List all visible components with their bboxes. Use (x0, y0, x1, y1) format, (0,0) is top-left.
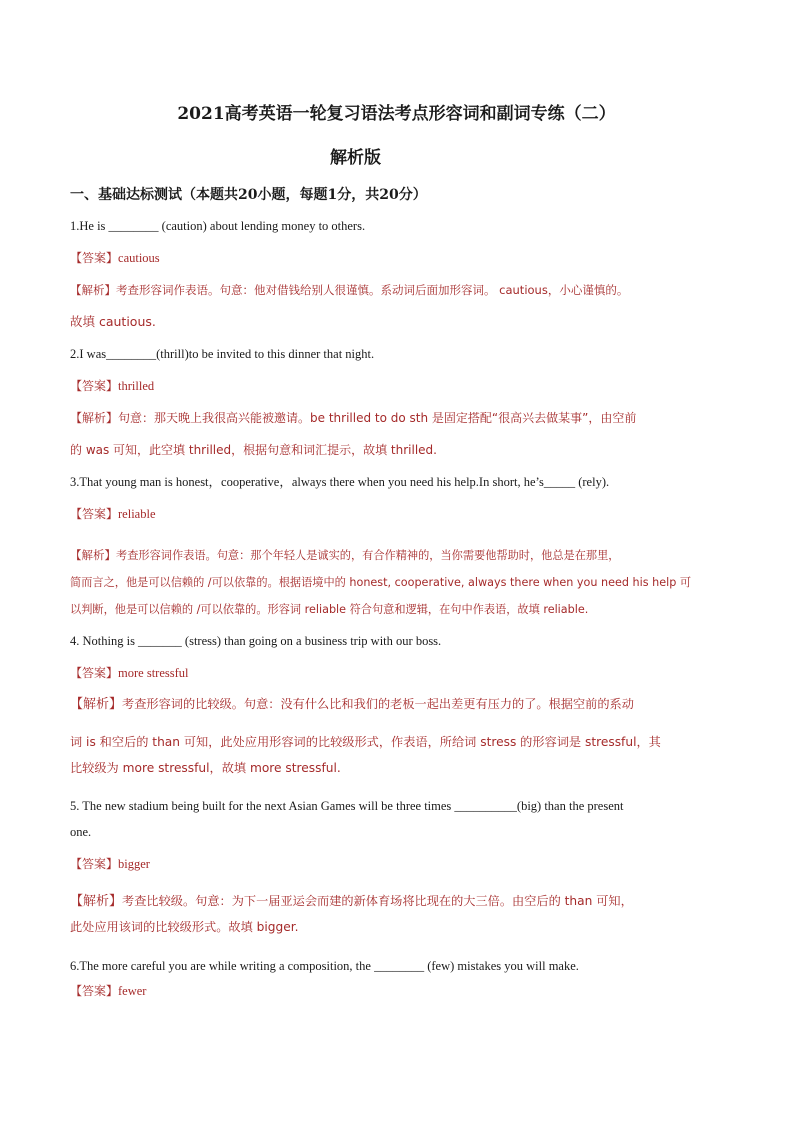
answer-text: more stressful (118, 666, 189, 680)
answer-4 (70, 664, 189, 682)
answer-label: 【答案】 (70, 984, 119, 998)
explanation-label: 【解析】 (70, 697, 123, 712)
explanation-4-cont-1: 词 is 和空后的 than 可知，此处应用形容词的比较级形式，作表语，所给词 stress 的形容词是 stressful，其 (70, 735, 661, 749)
explanation-label: 【解析】 (70, 411, 119, 425)
answer-text: bigger (118, 857, 150, 871)
answer-text: reliable (118, 507, 156, 521)
explanation-3-cont-1: 简而言之，他是可以信赖的 /可以依靠的。根据语境中的 honest, cooperative, always there when you need his help 可 (70, 576, 692, 589)
answer-text: fewer (118, 984, 147, 998)
question-3: 3.That young man is honest，cooperative，always there when you need his help.In short, he’s_____ (rely). (70, 475, 610, 489)
answer-label: 【答案】 (70, 251, 119, 265)
question-4: 4. Nothing is _______ (stress) than going on a business trip with our boss. (70, 634, 442, 648)
explanation-5 (70, 892, 633, 911)
explanation-4-cont-2: 比较级为 more stressful，故填 more stressful. (70, 761, 341, 775)
explanation-text: 考查形容词作表语。句意：他对借钱给别人很谨慎。系动词后面加形容词。 cautious，小心谨慎的。 (116, 283, 629, 297)
answer-5 (70, 855, 150, 873)
question-6: 6.The more careful you are while writing a composition, the ________ (few) mistakes you will make. (70, 959, 579, 973)
explanation-text: 句意：那天晚上我很高兴能被邀请。be thrilled to do sth 是固定搭配“很高兴去做某事”，由空前 (118, 411, 637, 425)
explanation-2 (70, 409, 636, 427)
explanation-1-cont: 故填 cautious. (70, 314, 156, 329)
answer-text: thrilled (118, 379, 155, 393)
answer-3 (70, 505, 156, 523)
answer-6 (70, 982, 146, 1000)
explanation-text: 考查形容词的比较级。句意：没有什么比和我们的老板一起出差更有压力的了。根据空前的系动 (122, 697, 634, 711)
explanation-label: 【解析】 (70, 283, 116, 297)
answer-1 (70, 249, 160, 267)
section-heading: 一、基础达标测试（本题共20小题，每题1分，共20分） (70, 187, 427, 203)
answer-label: 【答案】 (70, 857, 119, 871)
explanation-3-cont-2: 以判断，他是可以信赖的 /可以依靠的。形容词 reliable 符合句意和逻辑，在句中作表语，故填 reliable. (70, 603, 589, 616)
answer-label: 【答案】 (70, 379, 119, 393)
page-subtitle: 解析版 (330, 148, 381, 168)
page-title: 2021高考英语一轮复习语法考点形容词和副词专练（二） (177, 104, 616, 124)
answer-2 (70, 377, 154, 395)
explanation-label: 【解析】 (70, 894, 123, 909)
explanation-3 (70, 546, 619, 565)
explanation-4 (70, 695, 634, 714)
explanation-5-cont: 此处应用该词的比较级形式。故填 bigger. (70, 920, 299, 934)
question-5: 5. The new stadium being built for the next Asian Games will be three times __________(big) than the present (70, 799, 624, 813)
explanation-text: 考查形容词作表语。句意：那个年轻人是诚实的，有合作精神的，当你需要他帮助时，他总是在那里， (116, 549, 620, 562)
answer-text: cautious (118, 251, 160, 265)
question-2: 2.I was________(thrill)to be invited to this dinner that night. (70, 347, 375, 361)
explanation-1 (70, 281, 628, 299)
explanation-label: 【解析】 (70, 548, 116, 562)
question-1: 1.He is ________ (caution) about lending money to others. (70, 219, 366, 233)
explanation-2-cont: 的 was 可知，此空填 thrilled，根据句意和词汇提示，故填 thrilled. (70, 443, 437, 457)
explanation-text: 考查比较级。句意：为下一届亚运会而建的新体育场将比现在的大三倍。由空后的 than 可知， (122, 894, 633, 908)
answer-label: 【答案】 (70, 507, 119, 521)
answer-label: 【答案】 (70, 666, 119, 680)
question-5-cont: one. (70, 825, 92, 839)
